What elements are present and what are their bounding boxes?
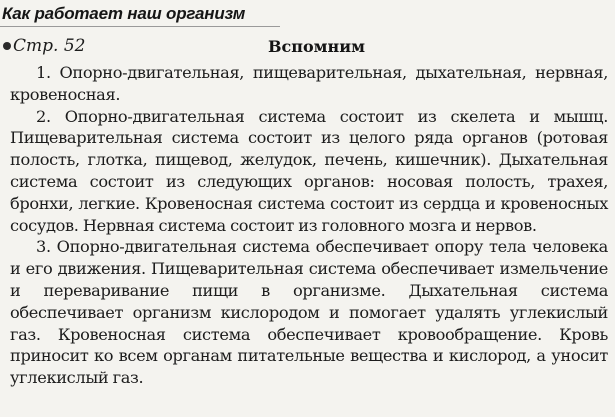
paragraph-2: 2. Опорно-двигательная система состоит из скелета и мышц. Пищеварительная система состоит из целого ряда органов (ротовая полость, глотка, пищевод, желудок, печень, кишечник). Дыхательная система состоит из следующих органов: носовая полость, трахея, бронхи, легкие. Кровеносная система состоит из сердца и кровеносных сосудов. Нервная система состоит из головного мозга и нервов. — [10, 106, 608, 235]
paragraph-3: 3. Опорно-двигательная система обеспечивает опору тела человека и его движения. Пищеварительная система обеспечивает измельчение и переваривание пищи в организме. Дыхательная система обеспечивает организм кислородом и помогает удалять углекислый газ. Кровеносная система обеспечивает кровообращение. Кровь приносит ко всем органам питательные вещества и кислород, а уносит углекислый газ. — [10, 237, 608, 388]
running-header-title: Как работает наш организм — [2, 4, 246, 23]
bullet-dot-icon — [3, 42, 11, 50]
answer-text — [10, 62, 608, 389]
paragraph-1: 1. Опорно-двигательная, пищеварительная, дыхательная, нервная, кровеносная. — [10, 63, 608, 104]
page-reference: Стр. 52 — [13, 36, 86, 56]
header-rule — [0, 26, 280, 27]
section-title: Вспомним — [268, 37, 366, 56]
